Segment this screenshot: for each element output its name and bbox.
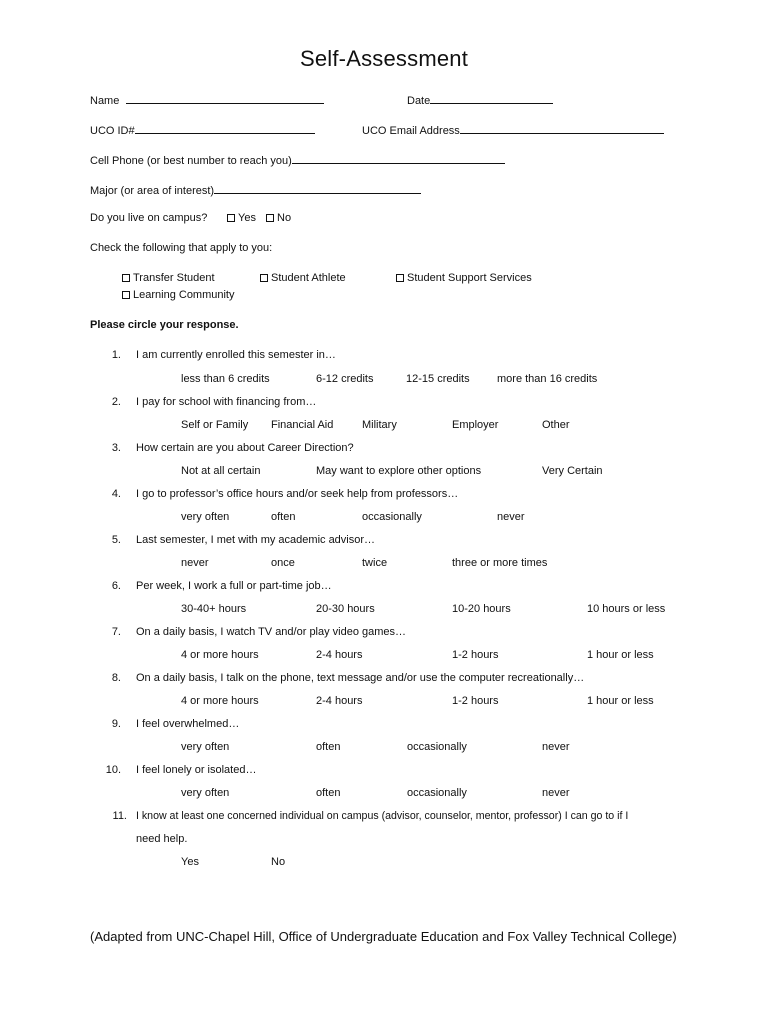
no-label: No bbox=[277, 212, 292, 224]
learning-community-option[interactable] bbox=[122, 289, 235, 301]
uco-email-label: UCO Email Address bbox=[362, 125, 460, 137]
student-athlete-checkbox[interactable] bbox=[260, 274, 268, 282]
yes-checkbox[interactable] bbox=[227, 214, 235, 222]
question-number: 7. bbox=[111, 626, 121, 638]
question-text: Last semester, I met with my academic advisor… bbox=[136, 534, 376, 546]
answer-option[interactable]: 1-2 hours bbox=[452, 695, 499, 707]
yes-label: Yes bbox=[238, 212, 256, 224]
question-number: 8. bbox=[111, 672, 121, 684]
answer-option[interactable]: very often bbox=[181, 787, 230, 799]
answer-option[interactable]: 2-4 hours bbox=[316, 649, 363, 661]
attribution-footer: (Adapted from UNC-Chapel Hill, Office of Undergraduate Education and Fox Valley Technical College) bbox=[90, 929, 677, 944]
question-number: 6. bbox=[111, 580, 121, 592]
answer-option[interactable]: occasionally bbox=[362, 511, 422, 523]
apply-prompt: Check the following that apply to you: bbox=[90, 242, 273, 254]
question-number: 11. bbox=[112, 810, 127, 822]
answer-option[interactable]: Self or Family bbox=[181, 419, 249, 431]
page-title: Self-Assessment bbox=[299, 46, 469, 71]
answer-option[interactable]: 1 hour or less bbox=[587, 649, 654, 661]
answer-option[interactable]: three or more times bbox=[452, 557, 548, 569]
question-number: 3. bbox=[111, 442, 121, 454]
question-text: I pay for school with financing from… bbox=[136, 396, 317, 408]
student-support-services-label: Student Support Services bbox=[407, 272, 532, 284]
question-text: How certain are you about Career Direction? bbox=[136, 442, 354, 454]
student-support-services-option[interactable] bbox=[396, 272, 532, 284]
transfer-student-label: Transfer Student bbox=[133, 272, 215, 284]
cell-phone-line[interactable] bbox=[292, 152, 505, 164]
uco-email-line[interactable] bbox=[460, 122, 664, 134]
uco-email-field[interactable] bbox=[362, 122, 664, 137]
name-line[interactable] bbox=[126, 92, 324, 104]
question-number: 10. bbox=[105, 764, 121, 776]
no-checkbox[interactable] bbox=[266, 214, 274, 222]
question-number: 1. bbox=[111, 349, 121, 361]
answer-option[interactable]: May want to explore other options bbox=[316, 465, 482, 477]
answer-option[interactable]: never bbox=[542, 787, 570, 799]
learning-community-label: Learning Community bbox=[133, 289, 235, 301]
uco-id-line[interactable] bbox=[135, 122, 315, 134]
transfer-student-checkbox[interactable] bbox=[122, 274, 130, 282]
student-athlete-option[interactable] bbox=[260, 272, 346, 284]
answer-option[interactable]: 30-40+ hours bbox=[181, 603, 247, 615]
question-text: I feel overwhelmed… bbox=[136, 718, 240, 730]
answer-option[interactable]: less than 6 credits bbox=[181, 373, 270, 385]
cell-phone-field[interactable] bbox=[90, 152, 505, 167]
question-text: I feel lonely or isolated… bbox=[136, 764, 257, 776]
answer-option[interactable]: Financial Aid bbox=[271, 419, 334, 431]
question-number: 2. bbox=[111, 396, 121, 408]
answer-option[interactable]: more than 16 credits bbox=[497, 373, 598, 385]
question-text: I know at least one concerned individual on campus (advisor, counselor, mentor, professor) I can go to if I bbox=[136, 810, 629, 822]
campus-yes-option[interactable] bbox=[227, 212, 256, 224]
question-text: Per week, I work a full or part-time job… bbox=[136, 580, 332, 592]
answer-option[interactable]: 12-15 credits bbox=[406, 373, 470, 385]
uco-id-label: UCO ID# bbox=[90, 125, 135, 137]
question-text: I am currently enrolled this semester in… bbox=[136, 349, 336, 361]
campus-no-option[interactable] bbox=[266, 212, 291, 224]
answer-option[interactable]: 1 hour or less bbox=[587, 695, 654, 707]
question-text: I go to professor’s office hours and/or seek help from professors… bbox=[136, 488, 459, 500]
major-label: Major (or area of interest) bbox=[90, 185, 215, 197]
answer-option[interactable]: occasionally bbox=[407, 741, 467, 753]
answer-option[interactable]: 10-20 hours bbox=[452, 603, 511, 615]
answer-option[interactable]: often bbox=[316, 741, 341, 753]
question-number: 9. bbox=[111, 718, 121, 730]
answer-option[interactable]: very often bbox=[181, 511, 230, 523]
answer-option[interactable]: 2-4 hours bbox=[316, 695, 363, 707]
answer-option[interactable]: 6-12 credits bbox=[316, 373, 374, 385]
answer-option[interactable]: often bbox=[316, 787, 341, 799]
question-text-continued: need help. bbox=[136, 833, 188, 845]
answer-option[interactable]: twice bbox=[362, 557, 388, 569]
date-field[interactable] bbox=[407, 92, 553, 107]
answer-option[interactable]: Yes bbox=[181, 856, 199, 868]
answer-option[interactable]: Other bbox=[542, 419, 570, 431]
question-number: 4. bbox=[111, 488, 121, 500]
answer-option[interactable]: 4 or more hours bbox=[181, 649, 259, 661]
answer-option[interactable]: never bbox=[181, 557, 209, 569]
circle-instruction: Please circle your response. bbox=[90, 319, 239, 331]
question-text: On a daily basis, I watch TV and/or play video games… bbox=[136, 626, 407, 638]
major-line[interactable] bbox=[214, 182, 421, 194]
answer-option[interactable]: occasionally bbox=[407, 787, 467, 799]
major-field[interactable] bbox=[90, 182, 421, 197]
answer-option[interactable]: 10 hours or less bbox=[587, 603, 666, 615]
answer-option[interactable]: Employer bbox=[452, 419, 499, 431]
transfer-student-option[interactable] bbox=[122, 272, 215, 284]
answer-option[interactable]: often bbox=[271, 511, 296, 523]
answer-option[interactable]: very often bbox=[181, 741, 230, 753]
answer-option[interactable]: never bbox=[497, 511, 525, 523]
answer-option[interactable]: 4 or more hours bbox=[181, 695, 259, 707]
date-label: Date bbox=[407, 95, 431, 107]
student-support-services-checkbox[interactable] bbox=[396, 274, 404, 282]
name-field[interactable] bbox=[90, 92, 324, 107]
question-text: On a daily basis, I talk on the phone, text message and/or use the computer recreationally… bbox=[136, 672, 585, 684]
question-number: 5. bbox=[111, 534, 121, 546]
date-line[interactable] bbox=[430, 92, 553, 104]
cell-phone-label: Cell Phone (or best number to reach you) bbox=[90, 155, 292, 167]
answer-option[interactable]: Very Certain bbox=[542, 465, 603, 477]
campus-question: Do you live on campus? bbox=[90, 212, 208, 224]
answer-option[interactable]: Military bbox=[362, 419, 397, 431]
answer-option[interactable]: 20-30 hours bbox=[316, 603, 375, 615]
answer-option[interactable]: 1-2 hours bbox=[452, 649, 499, 661]
answer-option[interactable]: No bbox=[271, 856, 286, 868]
learning-community-checkbox[interactable] bbox=[122, 291, 130, 299]
answer-option[interactable]: once bbox=[271, 557, 295, 569]
name-label: Name bbox=[90, 95, 120, 107]
answer-option[interactable]: never bbox=[542, 741, 570, 753]
student-athlete-label: Student Athlete bbox=[271, 272, 346, 284]
uco-id-field[interactable] bbox=[90, 122, 315, 137]
answer-option[interactable]: Not at all certain bbox=[181, 465, 261, 477]
